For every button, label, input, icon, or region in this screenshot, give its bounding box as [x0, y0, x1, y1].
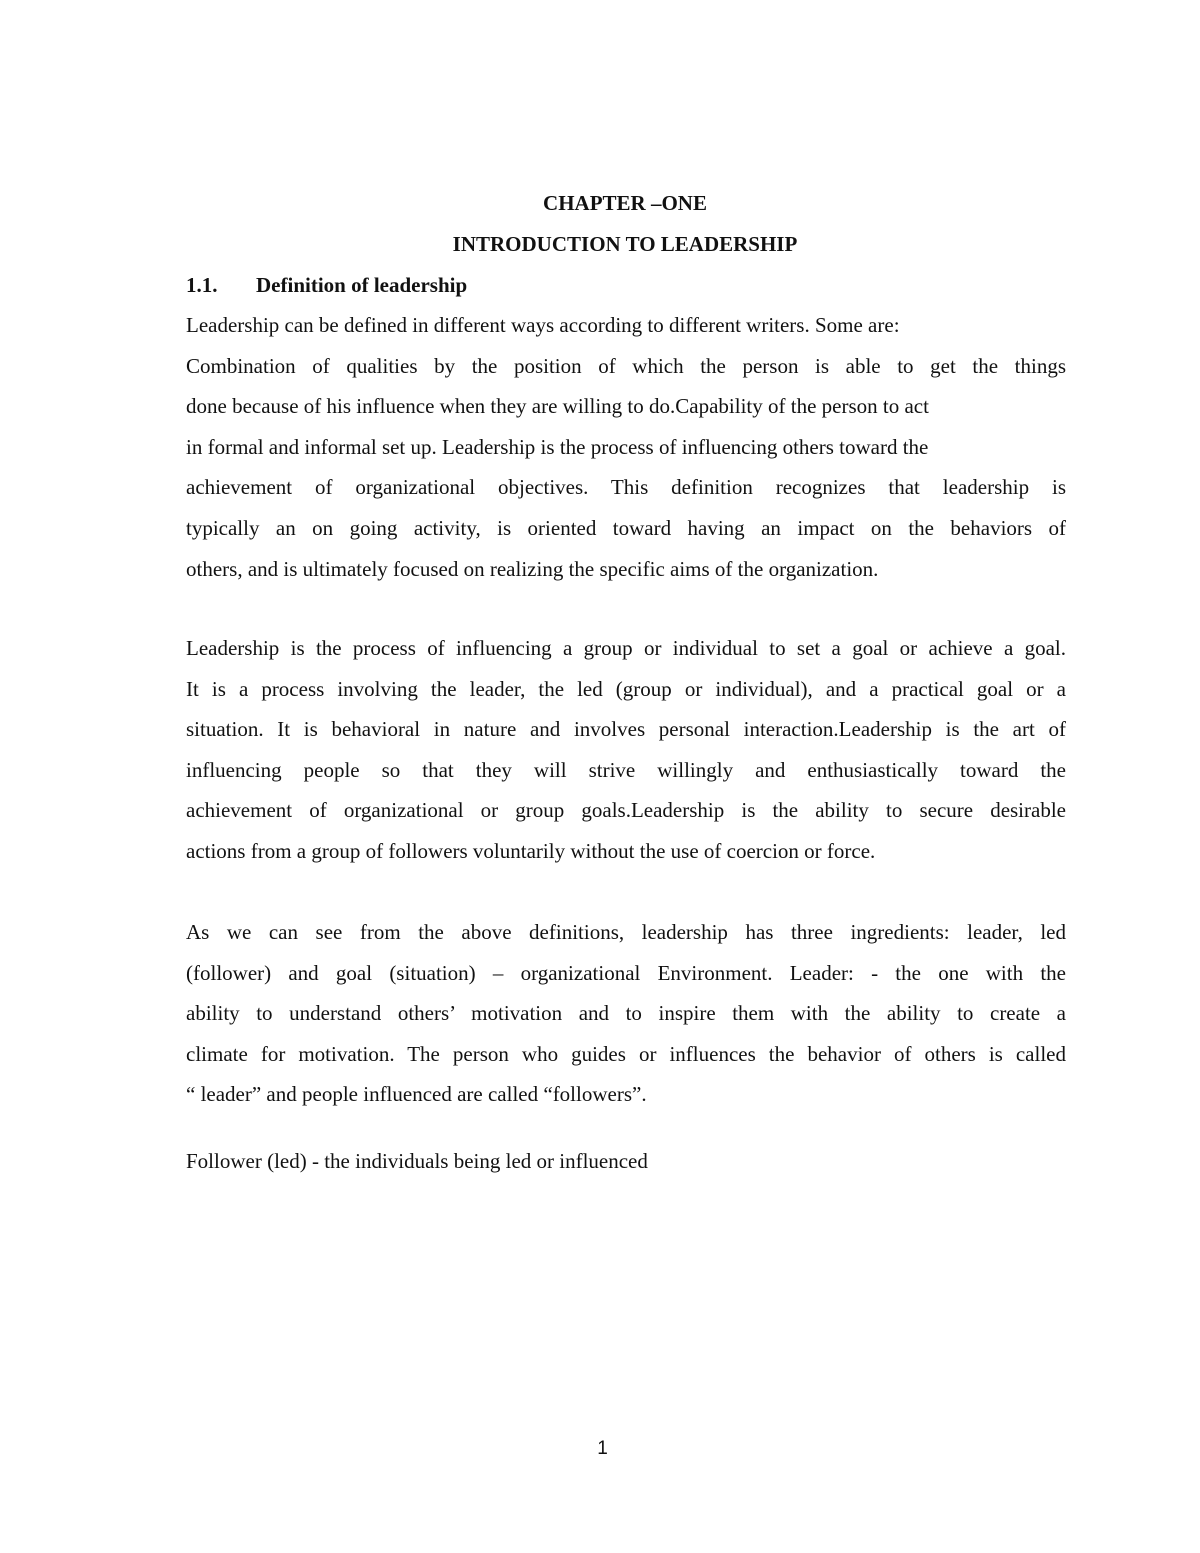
paragraph-line: “ leader” and people influenced are called “followers”.	[186, 1082, 647, 1107]
paragraph-4	[186, 1141, 1066, 1182]
paragraph-line: Leadership is the process of influencing a group or individual to set a goal or achieve a goal.	[186, 636, 1066, 660]
paragraph-3	[186, 912, 1066, 1115]
paragraph-line: typically an on going activity, is oriented toward having an impact on the behaviors of	[186, 515, 1066, 540]
paragraph-line: achievement of organizational or group goals.Leadership is the ability to secure desirable	[186, 798, 1066, 823]
paragraph-line: situation. It is behavioral in nature and involves personal interaction.Leadership is the art of	[186, 717, 1066, 742]
paragraph-line: As we can see from the above definitions, leadership has three ingredients: leader, led	[186, 920, 1066, 944]
section-number: 1.1.	[186, 273, 218, 297]
paragraph-1	[186, 305, 1066, 589]
chapter-subtitle: INTRODUCTION TO LEADERSHIP	[452, 232, 798, 256]
paragraph-line: (follower) and goal (situation) – organizational Environment. Leader: - the one with the	[186, 960, 1066, 985]
paragraph-line: done because of his influence when they are willing to do.Capability of the person to act	[186, 394, 929, 419]
paragraph-line: influencing people so that they will strive willingly and enthusiastically toward the	[186, 757, 1066, 782]
paragraph-line: Leadership can be defined in different ways according to different writers. Some are:	[186, 313, 900, 337]
paragraph-line: achievement of organizational objectives. This definition recognizes that leadership is	[186, 475, 1066, 500]
section-heading	[186, 270, 467, 300]
paragraph-line: others, and is ultimately focused on realizing the specific aims of the organization.	[186, 556, 879, 581]
page-number: 1	[597, 1438, 608, 1459]
paragraph-line: in formal and informal set up. Leadership is the process of influencing others toward the	[186, 434, 929, 459]
paragraph-line: Combination of qualities by the position of which the person is able to get the things	[186, 353, 1066, 378]
paragraph-line: It is a process involving the leader, the led (group or individual), and a practical goal or a	[186, 676, 1066, 701]
section-title: Definition of leadership	[256, 273, 468, 297]
paragraph-line: actions from a group of followers voluntarily without the use of coercion or force.	[186, 838, 876, 863]
paragraph-line: ability to understand others’ motivation and to inspire them with the ability to create a	[186, 1001, 1066, 1026]
paragraph-line: Follower (led) - the individuals being led or influenced	[186, 1149, 648, 1173]
paragraph-2	[186, 628, 1066, 872]
chapter-title: CHAPTER –ONE	[543, 191, 707, 215]
paragraph-line: climate for motivation. The person who guides or influences the behavior of others is called	[186, 1041, 1066, 1066]
